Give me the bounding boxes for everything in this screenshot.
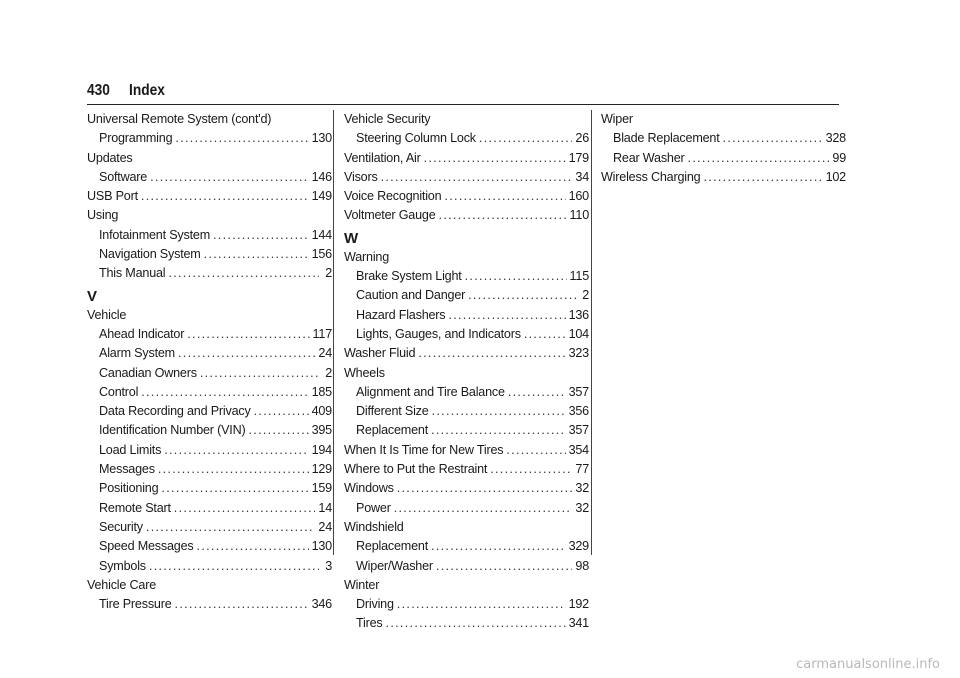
index-entry-label: Replacement <box>356 539 429 554</box>
index-page-number: 409 <box>311 404 332 419</box>
index-page-number: 357 <box>568 384 589 399</box>
dot-leader <box>506 441 565 460</box>
dot-leader <box>146 518 315 537</box>
index-page-number: 192 <box>568 597 589 612</box>
index-column-1 <box>87 110 332 614</box>
index-page-number: 146 <box>311 169 332 184</box>
index-subentry <box>87 402 332 421</box>
index-page-number: 395 <box>311 423 332 438</box>
index-page-number: 110 <box>569 208 589 223</box>
index-subentry <box>87 264 332 283</box>
index-subentry <box>87 325 332 344</box>
index-entry-label: Vehicle <box>87 307 127 322</box>
dot-leader <box>150 168 308 187</box>
index-page-number: 14 <box>318 500 332 515</box>
index-subentry <box>344 325 589 344</box>
index-entry <box>344 187 589 206</box>
dot-leader <box>149 557 319 576</box>
index-heading <box>601 110 846 129</box>
index-page-number: 185 <box>311 384 332 399</box>
dot-leader <box>444 187 565 206</box>
index-subentry <box>344 499 589 518</box>
index-entry-label: Brake System Light <box>356 269 462 284</box>
index-entry-label: Voltmeter Gauge <box>344 208 436 223</box>
index-page-number: 24 <box>318 346 332 361</box>
dot-leader <box>178 344 315 363</box>
dot-leader <box>161 479 308 498</box>
dot-leader <box>431 421 566 440</box>
index-subentry <box>344 595 589 614</box>
index-subentry <box>87 460 332 479</box>
index-entry <box>344 460 589 479</box>
index-entry <box>601 168 846 187</box>
dot-leader <box>386 614 566 633</box>
index-entry-label: Power <box>356 500 391 515</box>
index-subentry <box>87 226 332 245</box>
dot-leader <box>248 421 308 440</box>
index-page-number: 136 <box>568 307 589 322</box>
index-subentry <box>87 479 332 498</box>
dot-leader <box>175 129 308 148</box>
index-page-number: 179 <box>568 150 589 165</box>
index-entry-label: Updates <box>87 150 133 165</box>
dot-leader <box>524 325 566 344</box>
index-entry-label: Tires <box>356 616 383 631</box>
index-page-number: 2 <box>582 288 589 303</box>
index-page-number: 144 <box>311 227 332 242</box>
index-page-number: 357 <box>568 423 589 438</box>
index-page-number: 26 <box>575 131 589 146</box>
index-entry-label: USB Port <box>87 189 138 204</box>
dot-leader <box>703 168 822 187</box>
index-entry-label: Wheels <box>344 365 385 380</box>
dot-leader <box>436 557 572 576</box>
index-entry-label: Symbols <box>99 558 146 573</box>
index-page-number: 328 <box>825 131 846 146</box>
index-entry <box>344 479 589 498</box>
index-entry-label: Messages <box>99 462 155 477</box>
index-page-number: 32 <box>575 500 589 515</box>
dot-leader <box>141 383 308 402</box>
index-page-number: 341 <box>568 616 589 631</box>
index-page-number: 323 <box>568 346 589 361</box>
index-entry-label: Canadian Owners <box>99 365 197 380</box>
dot-leader <box>175 595 309 614</box>
index-entry-label: Speed Messages <box>99 539 194 554</box>
index-entry-label: Using <box>87 208 119 223</box>
index-section-letter: V <box>87 287 98 305</box>
index-heading <box>344 110 589 129</box>
dot-leader <box>397 595 566 614</box>
index-entry-label: Alignment and Tire Balance <box>356 384 505 399</box>
index-entry-label: Vehicle Security <box>344 112 431 126</box>
watermark: carmanualsonline.info <box>796 657 940 672</box>
column-divider <box>591 110 592 555</box>
index-entry-label: Different Size <box>356 404 429 419</box>
dot-leader <box>468 286 576 305</box>
index-subentry <box>344 537 589 556</box>
index-entry-label: Wiper <box>601 112 633 126</box>
index-page-number: 159 <box>311 481 332 496</box>
index-subentry <box>87 383 332 402</box>
index-entry-label: Universal Remote System (cont'd) <box>87 112 272 126</box>
index-entry-label: Lights, Gauges, and Indicators <box>356 326 521 341</box>
index-page-number: 346 <box>311 597 332 612</box>
index-page-number: 2 <box>325 365 332 380</box>
index-entry-label: Positioning <box>99 481 159 496</box>
index-entry <box>344 168 589 187</box>
index-entry-label: Hazard Flashers <box>356 307 446 322</box>
index-subentry <box>87 421 332 440</box>
dot-leader <box>465 267 567 286</box>
index-entry-label: Remote Start <box>99 500 171 515</box>
index-page-number: 115 <box>569 269 589 284</box>
index-entry <box>344 441 589 460</box>
index-entry-label: Programming <box>99 131 173 146</box>
index-heading <box>344 518 589 537</box>
index-column-2 <box>344 110 589 634</box>
index-entry-label: Where to Put the Restraint <box>344 462 488 477</box>
page-header <box>87 82 839 105</box>
dot-leader <box>424 149 566 168</box>
dot-leader <box>158 460 309 479</box>
index-subentry <box>344 129 589 148</box>
index-subentry <box>344 383 589 402</box>
index-heading <box>344 364 589 383</box>
index-entry-label: Wireless Charging <box>601 169 701 184</box>
index-entry-label: This Manual <box>99 266 166 281</box>
index-page-number: 102 <box>825 169 846 184</box>
index-entry <box>87 187 332 206</box>
index-subentry <box>87 344 332 363</box>
index-entry-label: Driving <box>356 597 394 612</box>
index-entry <box>344 344 589 363</box>
index-entry <box>344 206 589 225</box>
index-entry-label: Ventilation, Air <box>344 150 421 165</box>
index-subentry <box>87 168 332 187</box>
index-entry-label: Identification Number (VIN) <box>99 423 246 438</box>
index-page-number: 356 <box>568 404 589 419</box>
index-entry-label: Vehicle Care <box>87 577 157 592</box>
index-entry-label: Windshield <box>344 519 404 534</box>
dot-leader <box>168 264 319 283</box>
index-heading <box>87 149 332 168</box>
dot-leader <box>174 499 316 518</box>
index-entry-label: Warning <box>344 249 390 264</box>
index-page-number: 117 <box>312 326 332 341</box>
index-subentry <box>344 614 589 633</box>
index-page-number: 99 <box>832 150 846 165</box>
dot-leader <box>394 499 573 518</box>
index-heading <box>87 110 332 129</box>
dot-leader <box>164 441 308 460</box>
index-entry-label: Windows <box>344 481 394 496</box>
index-entry-label: Ahead Indicator <box>99 326 185 341</box>
index-subentry <box>344 421 589 440</box>
index-page-number: 130 <box>311 539 332 554</box>
index-page-number: 98 <box>575 558 589 573</box>
index-subentry <box>344 286 589 305</box>
index-entry-label: Voice Recognition <box>344 189 442 204</box>
index-subentry <box>87 537 332 556</box>
index-heading <box>87 576 332 595</box>
index-entry-label: Infotainment System <box>99 227 210 242</box>
index-subentry <box>344 402 589 421</box>
index-subentry <box>87 557 332 576</box>
index-entry-label: Navigation System <box>99 247 201 262</box>
index-entry-label: Rear Washer <box>613 150 685 165</box>
index-heading <box>344 576 589 595</box>
dot-leader <box>448 306 565 325</box>
index-page-number: 32 <box>575 481 589 496</box>
index-subentry <box>344 267 589 286</box>
dot-leader <box>431 537 566 556</box>
index-page-number: 149 <box>311 189 332 204</box>
dot-leader <box>723 129 823 148</box>
index-page-number: 156 <box>311 247 332 262</box>
index-entry-label: Steering Column Lock <box>356 131 476 146</box>
index-subentry <box>87 499 332 518</box>
index-subentry <box>87 245 332 264</box>
dot-leader <box>187 325 309 344</box>
index-heading <box>87 306 332 325</box>
index-entry-label: Wiper/Washer <box>356 558 433 573</box>
index-page-number: 34 <box>575 169 589 184</box>
dot-leader <box>381 168 573 187</box>
index-entry-label: Control <box>99 384 139 399</box>
index-entry-label: When It Is Time for New Tires <box>344 442 504 457</box>
index-entry-label: Blade Replacement <box>613 131 720 146</box>
dot-leader <box>397 479 573 498</box>
index-heading <box>87 206 332 225</box>
index-subentry <box>601 129 846 148</box>
index-page-number: 354 <box>568 442 589 457</box>
index-entry-label: Load Limits <box>99 442 162 457</box>
dot-leader <box>688 149 830 168</box>
index-column-3 <box>601 110 846 187</box>
index-page-number: 24 <box>318 519 332 534</box>
page-title: Index <box>129 82 165 99</box>
dot-leader <box>200 364 319 383</box>
dot-leader <box>479 129 572 148</box>
dot-leader <box>204 245 309 264</box>
index-entry-label: Security <box>99 519 143 534</box>
index-page-number: 329 <box>568 539 589 554</box>
index-subentry <box>344 306 589 325</box>
index-subentry <box>344 557 589 576</box>
index-page-number: 160 <box>568 189 589 204</box>
page-number: 430 <box>87 82 110 99</box>
index-page-number: 194 <box>311 442 332 457</box>
index-entry-label: Caution and Danger <box>356 288 466 303</box>
index-page-number: 130 <box>311 131 332 146</box>
index-subentry <box>87 441 332 460</box>
dot-leader <box>141 187 309 206</box>
index-page-number: 2 <box>325 266 332 281</box>
dot-leader <box>439 206 567 225</box>
index-entry-label: Alarm System <box>99 346 175 361</box>
column-divider <box>333 110 334 555</box>
index-entry-label: Visors <box>344 169 378 184</box>
dot-leader <box>213 226 309 245</box>
dot-leader <box>197 537 309 556</box>
index-subentry <box>87 595 332 614</box>
dot-leader <box>254 402 309 421</box>
index-entry-label: Washer Fluid <box>344 346 416 361</box>
index-page-number: 77 <box>575 462 589 477</box>
dot-leader <box>508 383 566 402</box>
index-entry-label: Tire Pressure <box>99 597 172 612</box>
index-entry-label: Winter <box>344 577 380 592</box>
index-entry-label: Data Recording and Privacy <box>99 404 251 419</box>
index-page-number: 104 <box>568 326 589 341</box>
index-heading <box>344 248 589 267</box>
index-section-letter: W <box>344 229 359 247</box>
index-page-number: 129 <box>311 462 332 477</box>
index-subentry <box>87 364 332 383</box>
index-page-number: 3 <box>325 558 332 573</box>
index-subentry <box>601 149 846 168</box>
dot-leader <box>432 402 566 421</box>
dot-leader <box>490 460 572 479</box>
dot-leader <box>418 344 565 363</box>
index-entry-label: Replacement <box>356 423 429 438</box>
index-subentry <box>87 129 332 148</box>
index-entry <box>344 149 589 168</box>
index-entry-label: Software <box>99 169 148 184</box>
index-subentry <box>87 518 332 537</box>
